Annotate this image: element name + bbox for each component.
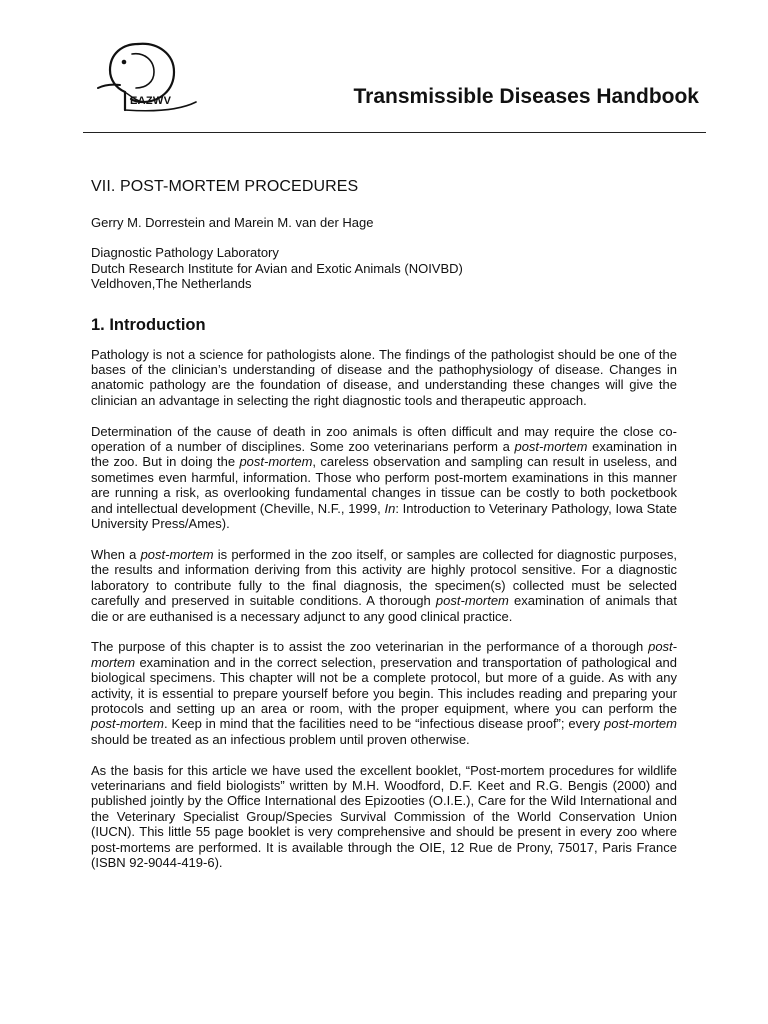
paragraph: [91, 639, 677, 747]
paragraph: Pathology is not a science for pathologists alone. The findings of the pathologist should be one of the bases of the clinician’s understanding of disease and the pathophysiology of disease. Changes in anatomic pathology are the foundation of disease, and understanding these changes will give the clinician an advantage in selecting the right diagnostic tools and therapeutic approach.: [91, 346, 677, 408]
main-content: [91, 178, 677, 886]
affiliation: [91, 245, 677, 291]
paragraph: [91, 424, 677, 532]
italic-term: post-mortem: [91, 639, 677, 670]
paragraph: [91, 547, 677, 624]
text-run: , careless observation and sampling can result in useless, and sometimes even harmful, information. Those who perform post-mortem examinations in this manner are running a risk, as overlooking fundamental changes in tissue can be costly to both pocketbook and intellectual development (Cheville, N.F., 1999,: [91, 454, 678, 516]
affiliation-line: Veldhoven,The Netherlands: [91, 276, 252, 292]
header-divider: [83, 132, 706, 133]
text-run: : Introduction to Veterinary Pathology, Iowa State University Press/Ames).: [91, 500, 678, 532]
italic-term: post-mortem: [140, 546, 214, 562]
text-run: examination of animals that die or are euthanised is a necessary adjunct to any good clinical practice.: [91, 593, 677, 624]
text-run: should be treated as an infectious problem until proven otherwise.: [91, 731, 470, 747]
italic-term: post-mortem: [91, 716, 164, 732]
logo-text: EAZWV: [130, 95, 172, 107]
authors: Gerry M. Dorrestein and Marein M. van der Hage: [91, 215, 374, 230]
text-run: The purpose of this chapter is to assist the zoo veterinarian in the performance of a thorough: [91, 639, 649, 655]
text-run: When a: [91, 546, 141, 562]
handbook-title: Transmissible Diseases Handbook: [353, 85, 699, 108]
text-run: is performed in the zoo itself, or samples are collected for diagnostic purposes, the results and information deriving from this activity are highly protocol sensitive. For a diagnostic laboratory to contribute fully to the final diagnosis, the specimen(s) collected must be selected carefully and preserved in suitable conditions. A thorough: [91, 546, 677, 609]
section-heading: 1. Introduction: [91, 315, 206, 334]
text-run: examination in the zoo. But in doing the: [91, 439, 677, 470]
italic-term: post-mortem: [435, 593, 509, 609]
text-run: examination and in the correct selection, preservation and transportation of pathological and biological specimens. This chapter will not be a complete protocol, but more of a guide. As with any activity, it is essential to prepare yourself before you begin. This includes reading and preparing your protocols and setting up an area or room, with the proper equipment, where you can perform the: [91, 654, 677, 716]
affiliation-line: Dutch Research Institute for Avian and Exotic Animals (NOIVBD): [91, 260, 463, 276]
text-run: . Keep in mind that the facilities need to be “infectious disease proof”; every: [163, 716, 605, 732]
paragraph: As the basis for this article we have used the excellent booklet, “Post-mortem procedures for wildlife veterinarians and field biologists” written by M.H. Woodford, D.F. Keet and R.G. Bengis (2000) and published jointly by the Office International des Epizooties (O.I.E.), Care for the Wild International and the Veterinary Specialist Group/Species Survival Commission of the World Conservation Union (IUCN). This little 55 page booklet is very comprehensive and should be present in every zoo where post-mortems are performed. It is available through the OIE, 12 Rue de Prony, 75017, Paris France (ISBN 92-9044-419-6).: [91, 762, 677, 870]
italic-term: post-mortem: [514, 439, 588, 455]
text-run: Determination of the cause of death in zoo animals is often difficult and may require the close co-operation of a number of disciplines. Some zoo veterinarians perform a: [91, 423, 677, 455]
italic-term: In: [384, 500, 396, 516]
chapter-title: VII. POST-MORTEM PROCEDURES: [91, 178, 359, 195]
italic-term: post-mortem: [239, 454, 313, 470]
italic-term: post-mortem: [604, 716, 677, 732]
eazwv-logo: [94, 38, 204, 116]
affiliation-line: Diagnostic Pathology Laboratory: [91, 245, 279, 261]
